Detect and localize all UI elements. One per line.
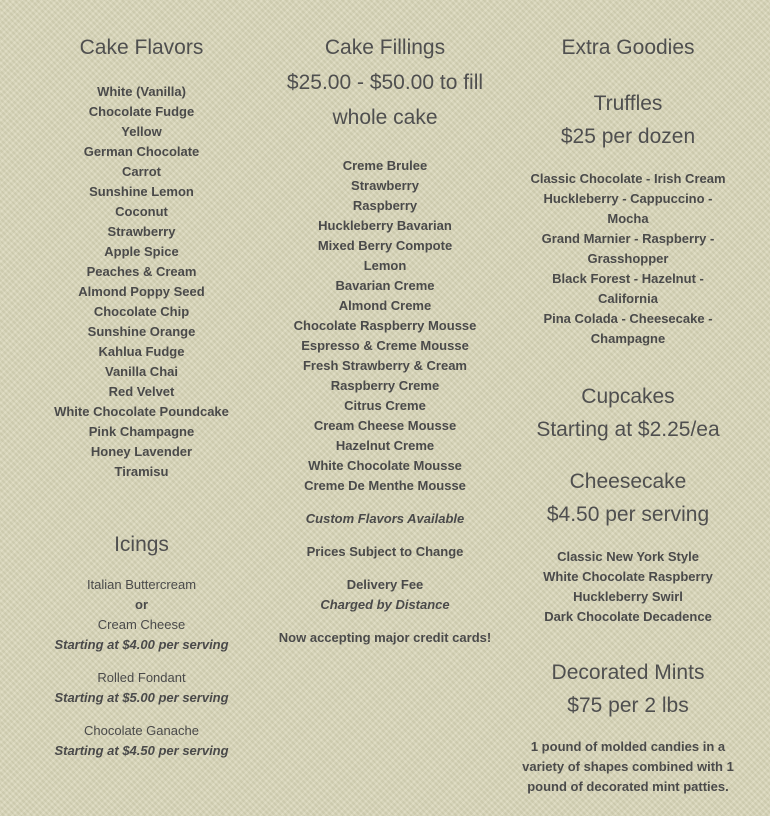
icings-heading: Icings	[114, 533, 169, 556]
filling-item: White Chocolate Mousse	[308, 458, 462, 473]
decorated-mints-description: 1 pound of molded candies in a variety of shapes combined with 1 pound of decorated mint patties.	[522, 739, 734, 794]
flavor-item: Peaches & Cream	[86, 264, 197, 279]
flavor-item: Sunshine Lemon	[89, 184, 194, 199]
truffle-item: Huckleberry - Cappuccino - Mocha	[543, 191, 713, 226]
cheesecake-item: Dark Chocolate Decadence	[544, 609, 712, 624]
flavor-item: Vanilla Chai	[105, 364, 178, 379]
filling-item: Bavarian Creme	[335, 278, 435, 293]
flavor-item: Chocolate Fudge	[88, 104, 195, 119]
filling-item: Raspberry Creme	[330, 378, 440, 393]
decorated-mints-heading: Decorated Mints	[551, 661, 705, 684]
flavor-item: Coconut	[115, 204, 168, 219]
cheesecake-heading: Cheesecake	[569, 470, 687, 493]
icing-price: Starting at $5.00 per serving	[54, 690, 229, 705]
cupcakes-price: Starting at $2.25/ea	[536, 418, 720, 441]
truffles-price: $25 per dozen	[560, 125, 696, 148]
cake-flavors-column	[40, 0, 243, 761]
flavor-item: Almond Poppy Seed	[78, 284, 205, 299]
flavor-item: Tiramisu	[114, 464, 169, 479]
filling-item: Lemon	[363, 258, 407, 273]
filling-item: Espresso & Creme Mousse	[301, 338, 469, 353]
cheesecake-item: Huckleberry Swirl	[573, 589, 683, 604]
flavor-item: Apple Spice	[104, 244, 179, 259]
decorated-mints-price: $75 per 2 lbs	[567, 694, 689, 717]
flavor-item: German Chocolate	[83, 144, 200, 159]
credit-cards-note: Now accepting major credit cards!	[278, 630, 492, 645]
filling-item: Raspberry	[352, 198, 418, 213]
filling-item: Huckleberry Bavarian	[318, 218, 452, 233]
truffle-item: Classic Chocolate - Irish Cream	[530, 171, 726, 186]
delivery-fee-note: Charged by Distance	[320, 597, 450, 612]
filling-item: Mixed Berry Compote	[317, 238, 453, 253]
prices-subject-note: Prices Subject to Change	[306, 544, 464, 559]
flavor-item: Kahlua Fudge	[98, 344, 185, 359]
cake-flavors-list	[40, 82, 243, 482]
filling-item: Strawberry	[351, 178, 419, 193]
truffle-item: Pina Colada - Cheesecake - Champagne	[543, 311, 713, 346]
flavor-item: Strawberry	[107, 224, 176, 239]
icing-name: Rolled Fondant	[97, 670, 186, 685]
filling-item: Chocolate Raspberry Mousse	[293, 318, 477, 333]
filling-item: Creme Brulee	[342, 158, 428, 173]
flavor-item: Sunshine Orange	[87, 324, 196, 339]
icing-price: Starting at $4.50 per serving	[54, 743, 229, 758]
filling-item: Hazelnut Creme	[335, 438, 435, 453]
flavor-item: White (Vanilla)	[97, 84, 186, 99]
cheesecake-item: White Chocolate Raspberry	[543, 569, 713, 584]
filling-item: Fresh Strawberry & Cream	[302, 358, 467, 373]
cheesecake-price: $4.50 per serving	[546, 503, 710, 526]
filling-item: Cream Cheese Mousse	[313, 418, 457, 433]
truffle-item: Black Forest - Hazelnut - California	[552, 271, 704, 306]
truffles-heading: Truffles	[593, 92, 663, 115]
filling-item: Creme De Menthe Mousse	[304, 478, 466, 493]
cake-flavors-heading: Cake Flavors	[79, 36, 204, 59]
icing-name: Cream Cheese	[97, 617, 186, 632]
extra-goodies-column	[515, 0, 741, 797]
flavor-item: Carrot	[121, 164, 161, 179]
flavor-item: Pink Champagne	[88, 424, 195, 439]
cake-fillings-column	[272, 0, 498, 648]
icings-section	[40, 575, 243, 761]
filling-item: Citrus Creme	[344, 398, 426, 413]
flavor-item: White Chocolate Poundcake	[54, 404, 229, 419]
cake-fillings-list	[272, 156, 498, 496]
icing-or: or	[135, 597, 148, 612]
cheesecake-item: Classic New York Style	[557, 549, 699, 564]
flavor-item: Honey Lavender	[90, 444, 193, 459]
icing-price: Starting at $4.00 per serving	[54, 637, 229, 652]
flavor-item: Red Velvet	[108, 384, 175, 399]
cake-fillings-heading: Cake Fillings	[324, 36, 446, 59]
fillings-price: $25.00 - $50.00 to fill	[286, 71, 484, 94]
cheesecake-list	[515, 547, 741, 627]
filling-item: Almond Creme	[338, 298, 432, 313]
truffles-list	[515, 169, 741, 349]
flavor-item: Chocolate Chip	[93, 304, 190, 319]
extra-goodies-heading: Extra Goodies	[561, 36, 695, 59]
custom-flavors-note: Custom Flavors Available	[305, 511, 465, 526]
flavor-item: Yellow	[121, 124, 162, 139]
icing-name: Italian Buttercream	[86, 577, 197, 592]
cupcakes-heading: Cupcakes	[581, 385, 675, 408]
icing-name: Chocolate Ganache	[84, 723, 199, 738]
delivery-fee: Delivery Fee	[346, 577, 424, 592]
truffle-item: Grand Marnier - Raspberry - Grasshopper	[541, 231, 715, 266]
fillings-price-cont: whole cake	[332, 106, 438, 129]
